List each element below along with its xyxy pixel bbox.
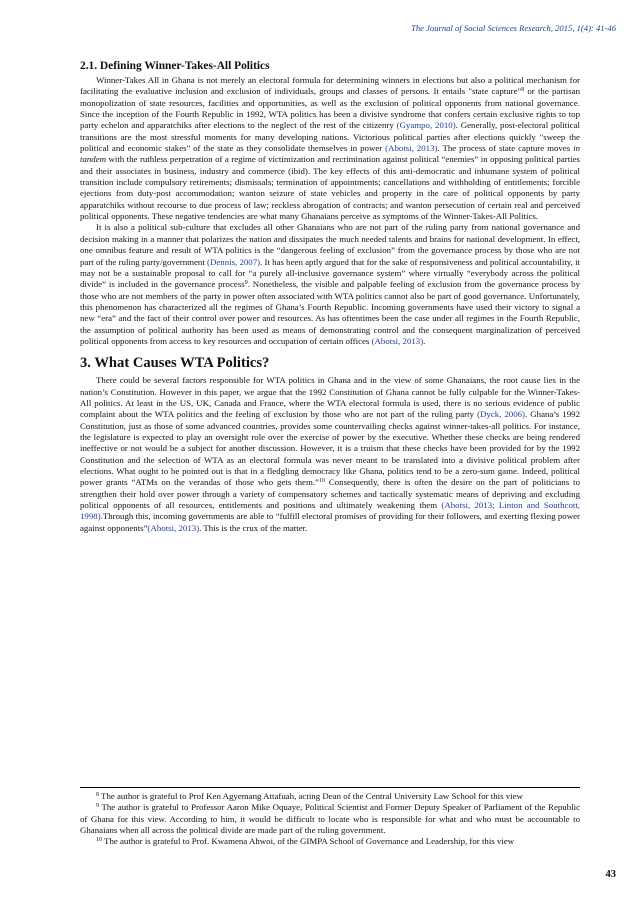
text: Through this, incoming governments are able to “fulfill electoral promises of providing for their followers, and exerting flexing power against opponents” (80, 511, 580, 533)
paragraph (80, 75, 580, 222)
text: It is also a political sub-culture that excludes all other Ghanaians who are not part of the ruling party from national governance and decision making in a manner that polarizes the nation and dissipates the much needed talents and brains for national development. In effect, one omnibus feature and result of WTA politics is the “dangerous feeling of exclusion” from the governance process by those who are not part of the ruling party/government (80, 222, 580, 267)
citation-link[interactable]: (Abotsi, 2013) (385, 143, 438, 154)
footnote-ref-10[interactable]: 10 (318, 478, 325, 485)
citation-link[interactable]: (Dyck, 2006) (477, 409, 526, 420)
footnote-text: The author is grateful to Professor Aaron Mike Oquaye, Political Scientist and Former Deputy Speaker of Parliament of the Republic of Ghana for this view. According to him, it would be difficult to locate who is responsible for what and who must be accountable to Ghanaians when all across the political divide are made part of the ruling government. (80, 802, 580, 836)
text: . Generally, post-electoral political transitions are the most stressful moments for many developing nations. Victorious political parties after elections quickly "sweep the political and economic stakes" of the state as they consolidate themselves in power (80, 120, 581, 154)
footnote-text: The author is grateful to Prof. Kwamena Ahwoi, of the GIMPA School of Governance and Leadership, for this view (102, 836, 515, 847)
footnote-number: 9 (96, 803, 99, 810)
text: . Ghana’s 1992 Constitution, just as those of some advanced countries, provides some countervailing checks against winner-takes-all politics. For instance, the legislature is expected to play an oversight role over the exercise of power by the executive. Whether these checks are being rendered ineffective or not would be a subject for another discussion. However, it is a truism that these checks have been provided for by the 1992 Constitution and the selection of WTA as an electoral formula was never meant to be translated into a divisive political problem after elections. What ought to be pointed out is that in a fledgling democracy like Ghana, politics tend to be a zero-sum game. Indeed, political power grants “ATMs on the verandas of those who gets them.” (80, 409, 580, 488)
footnote-ref-8[interactable]: 8 (521, 87, 525, 94)
footnotes (80, 787, 580, 848)
footnote-number: 10 (96, 837, 102, 844)
footnote-9 (80, 802, 580, 836)
text: . Nonetheless, the visible and palpable feeling of exclusion from the governance process by those who are not members of the party in power often associated with WTA politics cannot also be part of good governance. Unfortunately, this phenomenon has characterized all the regimes of Ghana’s Fourth Republic. Incoming governments have used their victory to signal a new “era” and the fact of their control over power and resources. As has oftentimes been the case under all regimes in the Fourth Republic, the assumption of political authority has been used as means of demonstrating control and the consequent marginalization of perceived political opponents from access to key resources and occupation of certain offices (80, 279, 580, 346)
running-head: The Journal of Social Sciences Research, 2015, 1(4): 41-46 (411, 23, 616, 33)
section-heading-3: 3. What Causes WTA Politics? (80, 355, 270, 372)
paragraph (80, 375, 580, 534)
footnote-10 (80, 836, 580, 847)
footnote-8 (80, 791, 580, 802)
footnote-text: The author is grateful to Prof Ken Agyemang Attafuah, acting Dean of the Central University Law School for this view (99, 791, 523, 801)
footnote-number: 8 (96, 792, 99, 798)
emphasis: in tandem (80, 143, 580, 165)
citation-link[interactable]: (Dennis, 2007). (207, 256, 263, 267)
page-number: 43 (605, 869, 616, 880)
footnote-ref-9[interactable]: 9 (244, 280, 248, 287)
citation-link[interactable]: (Abotsi, 2013) (147, 522, 200, 533)
text: or the partisan monopolization of state resources, facilities and opportunities, as well as the exclusion of political opponents from national governance. Since the inception of the Fourth Republic in 1992, WTA politics has been a divisive syndrome that confers certain exclusive rights to top party echelon and apparatchiks after elections to the neglect of the rest of the citizenry (80, 86, 580, 131)
text: There could be several factors responsible for WTA politics in Ghana and in the view of some Ghanaians, the root cause lies in the nation’s Constitution. However in this paper, we argue that the 1992 Constitution of Ghana cannot be fully culpable for the Winner-Takes-All politics. At least in the US, UK, Canada and France, where the WTA electoral formula is used, there is no serious evidence of public complaint about the WTA politics and the feeling of exclusion by those who are not part of the ruling party (80, 375, 580, 420)
section-heading-2-1: 2.1. Defining Winner-Takes-All Politics (80, 60, 270, 72)
text: . This is the crux of the matter. (199, 522, 308, 533)
text: . (423, 335, 426, 346)
text: with the ruthless perpetration of a regime of victimization and recrimination against political “enemies” in opposing political parties and their associates in business, industry and commerce (ibid). The key effects of this anti-democratic and inhumane system of political transition include compulsory retirements; dismissals; termination of appointments; cancellations and withholding of entitlements; forcible ejections from duty-post accommodation; wanton seizure of state vehicles and property in the care of political opponents by party apparatchiks without recourse to due process of law; reckless abrogation of contracts; and wanton persecution of certain real and perceived political opponents. These negative tendencies are what many Ghanaians perceive as symptoms of the Winner-Takes-All Politics. (80, 154, 580, 222)
text: Winner-Takes All in Ghana is not merely an electoral formula for determining winners in elections but also a political mechanism for facilitating the evaluative inclusion and exclusion of individuals, groups and classes of persons. It entails "state capture" (80, 75, 580, 97)
paragraph (80, 222, 580, 347)
citation-link[interactable]: (Abotsi, 2013; Linton and Southcott, 1998). (80, 500, 580, 522)
text: Consequently, there is often the desire on the part of politicians to strengthen their hold over power through a variety of compensatory schemes and tactically systematic means of depriving and excluding political opponents of all resources, entitlements and positions and ultimately weakening them (80, 477, 580, 511)
text: It has been aptly argued that for the sake of responsiveness and political accountability, it may not be a sustainable proposal to call for “a purely all-inclusive governance system” where virtually “everybody across the political divide” is included in the governance process (80, 256, 580, 290)
text: . The process of state capture moves (437, 143, 574, 154)
article-body (80, 60, 580, 534)
citation-link[interactable]: (Abotsi, 2013) (371, 335, 424, 346)
citation-link[interactable]: (Gyampo, 2010) (396, 120, 456, 131)
